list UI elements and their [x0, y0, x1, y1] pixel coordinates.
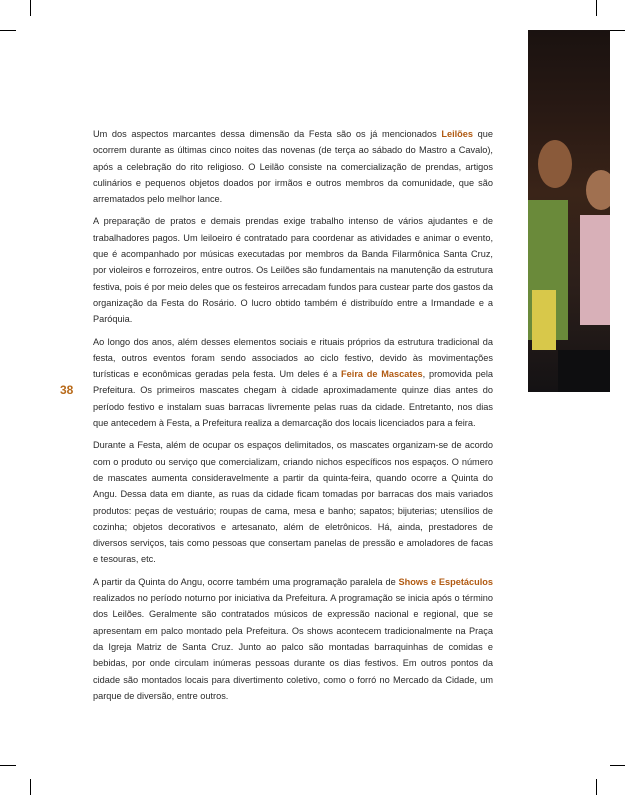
- paragraph-text: que ocorrem durante as últimas cinco noites das novenas (de terça ao sábado do Mastro a Cavalo), após a celebração do rito religioso. O Leilão consiste na comercialização de prendas, artigos culinários e pequenos objetos doados por irmãos e outros membros da comunidade, que são arrematados pelo melhor lance.: [93, 129, 494, 205]
- highlight-term: Shows e Espetáculos: [398, 576, 493, 587]
- paragraph-text: A preparação de pratos e demais prendas exige trabalho intenso de vários ajudantes e de trabalhadores pagos. Um leiloeiro é contratado para coordenar as atividades e animar o evento, que é acompanhado por músicas executadas por membros da Banda Filarmônica Santa Cruz, por violeiros e forrozeiros, entre outros. Os Leilões são fundamentais na manutenção da estrutura festiva, pois é por meio deles que os festeiros arrecadam fundos para custear parte dos gastos da organização da Festa do Rosário. O lucro obtido também é distribuído entre a Irmandade e a Paróquia.: [93, 216, 493, 325]
- crop-mark: [0, 765, 16, 766]
- crop-mark: [596, 0, 597, 16]
- paragraph-text: Durante a Festa, além de ocupar os espaços delimitados, os mascates organizam-se de acordo com o produto ou serviço que comercializam, criando nichos específicos nos espaços. O número de mascates aumenta consideravelmente a partir da quinta-feira, quando ocorre a Quinta do Angu. Dessa data em diante, as ruas da cidade ficam tomadas por barracas dos mais variados produtos: peças de vestuário; roupas de cama, mesa e banho; sapatos; bijuterias; utensílios de cozinha; objetos decorativos e artesanato, além de eletrônicos. Há, ainda, prestadores de diversos serviços, tais como pessoas que consertam panelas de pressão e amoladores de facas e tesouras, etc.: [93, 440, 493, 565]
- crop-mark: [30, 779, 31, 795]
- paragraph-text: realizados no período noturno por iniciativa da Prefeitura. A programação se inicia após o término dos Leilões. Geralmente são contratados músicos de expressão nacional e regional, que se apresentam em palco montado pela Prefeitura. Os shows acontecem tradicionalmente na Praça da Igreja Matriz de Santa Cruz. Junto ao palco são montadas barraquinhas de comidas e bebidas, por onde circulam inúmeras pessoas durante os dias festivos. Em outros pontos da cidade são montados locais para divertimento coletivo, como o forró no Mercado da Cidade, um parque de diversão, entre outros.: [93, 593, 493, 701]
- photo-figure: [538, 140, 572, 188]
- photo-figure: [532, 290, 556, 350]
- paragraph-text: Um dos aspectos marcantes dessa dimensão da Festa são os já mencionados: [93, 129, 442, 139]
- crop-mark: [0, 30, 16, 31]
- paragraph: [93, 574, 493, 704]
- body-text: [93, 126, 493, 710]
- paragraph: [93, 437, 493, 567]
- crop-mark: [30, 0, 31, 16]
- paragraph: [93, 334, 493, 432]
- paragraph: [93, 126, 493, 207]
- highlight-term: Feira de Mascates: [341, 369, 423, 380]
- photo-figure: [558, 350, 610, 392]
- crop-mark: [596, 779, 597, 795]
- paragraph-text: Ao longo dos anos, além desses elementos sociais e rituais próprios da estrutura tradicional da festa, outros eventos foram sendo associados ao ciclo festivo, devido às movimentações turísticas e econômicas geradas pela festa. Um deles é a: [93, 336, 493, 380]
- photo-figure: [586, 170, 610, 210]
- photo-figure: [580, 215, 610, 325]
- paragraph-text: , promovida pela Prefeitura. Os primeiros mascates chegam à cidade aproximadamente quinze dias antes do período festivo e instalam suas barracas livremente pelas ruas da cidade. Entretanto, nos dias que antecedem à Festa, a Prefeitura realiza a demarcação dos locais licenciados para a feira.: [93, 369, 493, 429]
- paragraph-text: A partir da Quinta do Angu, ocorre também uma programação paralela de: [93, 576, 399, 587]
- festival-photo: [528, 30, 610, 392]
- crop-mark: [610, 30, 625, 31]
- highlight-term: Leilões: [441, 129, 474, 139]
- page-number: 38: [60, 383, 74, 397]
- paragraph: [93, 213, 493, 327]
- crop-mark: [610, 765, 625, 766]
